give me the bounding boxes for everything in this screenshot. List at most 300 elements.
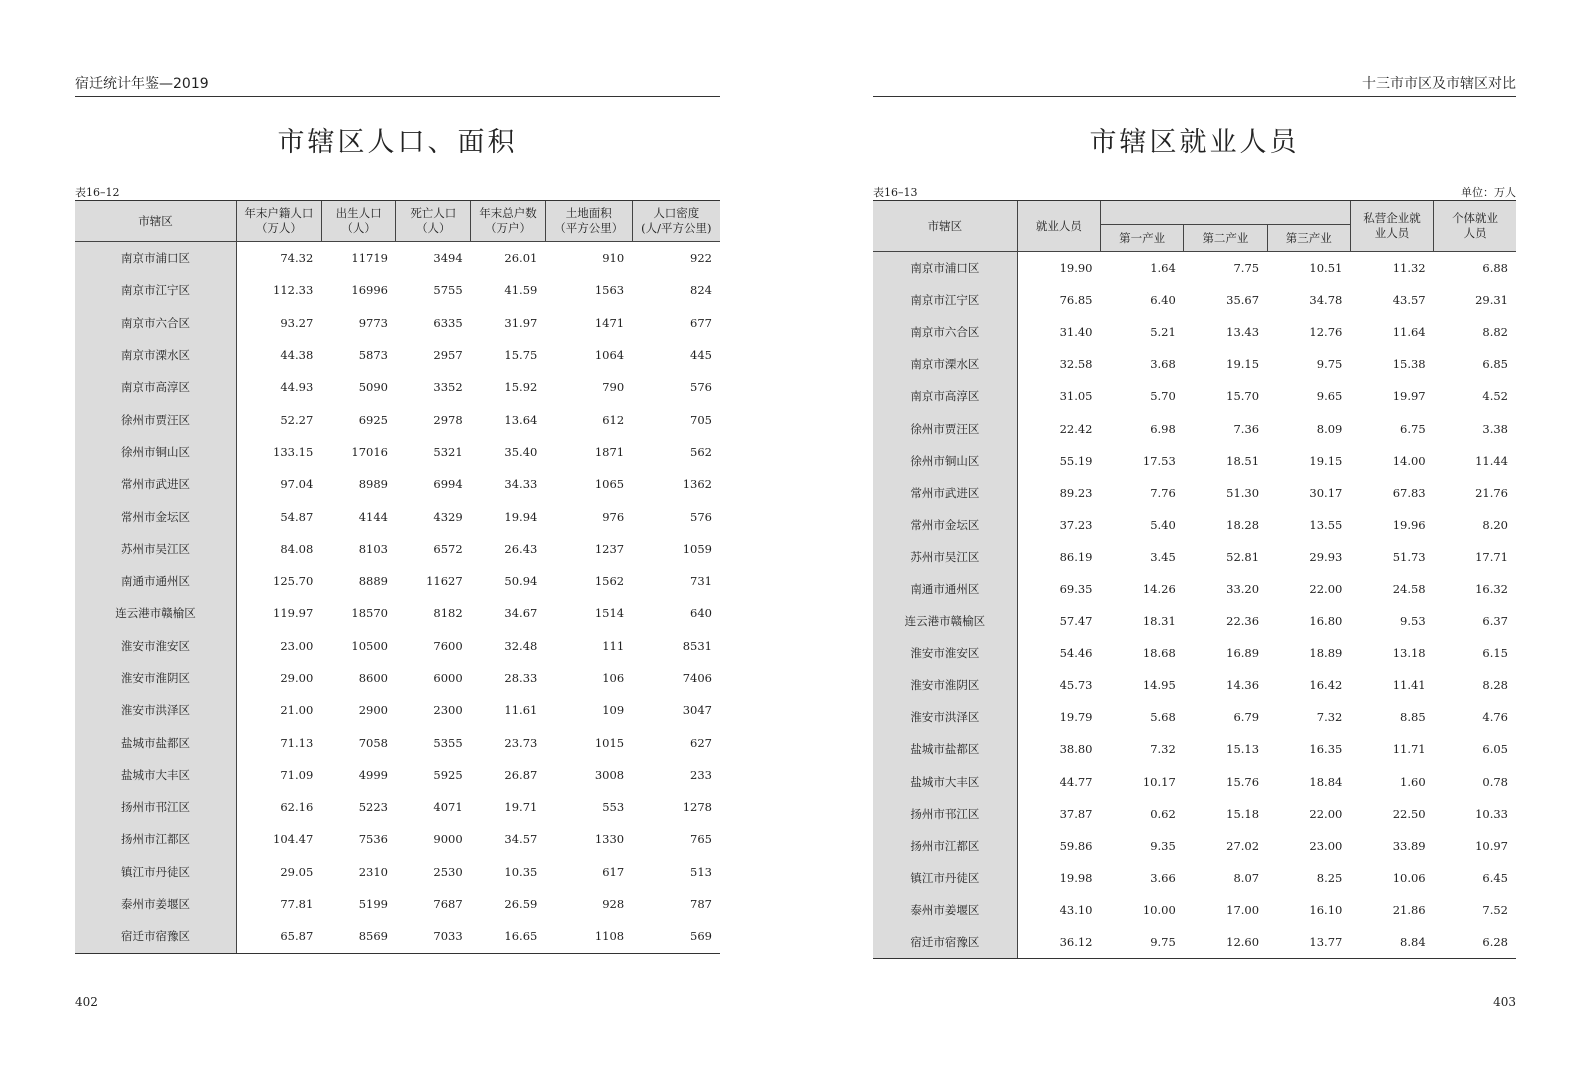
value-cell: 38.80 bbox=[1059, 742, 1093, 757]
value-cell: 28.33 bbox=[504, 671, 538, 685]
district-name-cell: 南京市溧水区 bbox=[873, 348, 1017, 380]
value-cell: 52.81 bbox=[1226, 549, 1260, 564]
value-cell: 7.75 bbox=[1233, 261, 1260, 276]
district-name-cell: 淮安市淮安区 bbox=[873, 637, 1017, 669]
district-name-cell: 徐州市铜山区 bbox=[873, 445, 1017, 477]
value-cell: 67.83 bbox=[1392, 485, 1426, 500]
value-cell: 125.70 bbox=[273, 574, 314, 589]
value-cell: 24.58 bbox=[1392, 581, 1426, 596]
value-cell: 10.00 bbox=[1142, 902, 1176, 917]
value-cell: 29.31 bbox=[1475, 293, 1508, 308]
value-cell: 19.98 bbox=[1059, 870, 1093, 885]
value-cell: 1514 bbox=[594, 606, 625, 621]
value-cell: 8.07 bbox=[1233, 870, 1260, 885]
district-name-cell: 南京市江宁区 bbox=[873, 284, 1017, 316]
value-cell: 5.40 bbox=[1150, 517, 1176, 532]
value-cell: 84.08 bbox=[280, 541, 314, 556]
district-name-cell: 徐州市贾汪区 bbox=[873, 412, 1017, 444]
value-cell: 731 bbox=[690, 574, 712, 589]
value-cell: 13.18 bbox=[1392, 646, 1426, 661]
value-cell: 6.37 bbox=[1482, 614, 1508, 629]
value-cell: 16.89 bbox=[1226, 646, 1260, 661]
value-cell: 21.00 bbox=[280, 703, 314, 718]
table-row bbox=[873, 380, 1516, 412]
right-page bbox=[873, 0, 1516, 1077]
district-name-cell: 常州市武进区 bbox=[873, 477, 1017, 509]
value-cell: 11.44 bbox=[1475, 453, 1508, 468]
district-name-cell: 苏州市吴江区 bbox=[873, 541, 1017, 573]
value-cell: 11.32 bbox=[1392, 261, 1426, 276]
value-cell: 6994 bbox=[433, 477, 463, 492]
value-cell: 41.59 bbox=[504, 283, 538, 298]
value-cell: 9773 bbox=[358, 315, 388, 330]
value-cell: 4.52 bbox=[1482, 389, 1508, 404]
value-cell: 7406 bbox=[682, 671, 712, 685]
table-row bbox=[873, 830, 1516, 862]
page-number: 403 bbox=[1493, 995, 1516, 1009]
column-header: 市辖区 bbox=[75, 201, 237, 242]
value-cell: 4.76 bbox=[1482, 710, 1508, 725]
value-cell: 54.46 bbox=[1059, 646, 1093, 661]
value-cell: 19.79 bbox=[1059, 710, 1093, 725]
value-cell: 12.60 bbox=[1184, 926, 1267, 959]
district-name-cell: 常州市金坛区 bbox=[75, 500, 237, 532]
value-cell: 7058 bbox=[358, 735, 388, 750]
value-cell: 23.73 bbox=[504, 735, 538, 750]
value-cell: 8989 bbox=[358, 477, 388, 492]
value-cell: 54.87 bbox=[280, 509, 314, 524]
table-row bbox=[873, 637, 1516, 669]
district-name-cell: 连云港市赣榆区 bbox=[75, 597, 237, 629]
value-cell: 106 bbox=[602, 671, 625, 685]
value-cell: 7687 bbox=[433, 897, 463, 912]
table-row bbox=[873, 509, 1516, 541]
value-cell: 19.90 bbox=[1059, 261, 1093, 276]
district-name-cell: 徐州市贾汪区 bbox=[75, 403, 237, 435]
value-cell: 11627 bbox=[426, 574, 463, 589]
value-cell: 1064 bbox=[594, 348, 625, 363]
district-name-cell: 南京市浦口区 bbox=[873, 252, 1017, 285]
value-cell: 1562 bbox=[594, 574, 625, 589]
value-cell: 1.60 bbox=[1400, 774, 1426, 789]
value-cell: 6.45 bbox=[1482, 870, 1508, 885]
value-cell: 2300 bbox=[433, 703, 463, 718]
value-cell: 627 bbox=[690, 735, 712, 750]
value-cell: 5925 bbox=[433, 767, 463, 782]
table-row bbox=[873, 862, 1516, 894]
page-title: 市辖区人口、面积 bbox=[277, 127, 518, 158]
value-cell: 14.26 bbox=[1142, 581, 1176, 596]
value-cell: 5.68 bbox=[1150, 710, 1176, 725]
value-cell: 5.70 bbox=[1150, 389, 1176, 404]
value-cell: 6.85 bbox=[1482, 357, 1508, 372]
value-cell: 553 bbox=[602, 800, 625, 815]
value-cell: 119.97 bbox=[273, 606, 314, 621]
table-row bbox=[75, 726, 720, 758]
value-cell: 29.05 bbox=[280, 864, 314, 879]
column-header: 人口密度 (人/平方公里) bbox=[632, 201, 720, 242]
value-cell: 15.13 bbox=[1226, 742, 1260, 757]
district-name-cell: 苏州市吴江区 bbox=[75, 533, 237, 565]
value-cell: 513 bbox=[690, 864, 712, 879]
value-cell: 5355 bbox=[433, 735, 463, 750]
value-cell: 8.82 bbox=[1482, 325, 1508, 340]
value-cell: 922 bbox=[690, 251, 712, 266]
value-cell: 31.97 bbox=[504, 315, 538, 330]
value-cell: 6335 bbox=[433, 315, 463, 330]
value-cell: 2978 bbox=[433, 412, 463, 427]
value-cell: 19.15 bbox=[1309, 453, 1343, 468]
table-row bbox=[873, 477, 1516, 509]
value-cell: 7.32 bbox=[1150, 742, 1176, 757]
table-row bbox=[873, 766, 1516, 798]
value-cell: 77.81 bbox=[280, 897, 314, 912]
value-cell: 27.02 bbox=[1226, 838, 1260, 853]
value-cell: 11.41 bbox=[1392, 678, 1426, 693]
value-cell: 7.32 bbox=[1316, 710, 1343, 725]
value-cell: 3.66 bbox=[1150, 870, 1176, 885]
value-cell: 617 bbox=[602, 864, 625, 879]
value-cell: 18.68 bbox=[1142, 646, 1176, 661]
value-cell: 5.21 bbox=[1150, 325, 1176, 340]
value-cell: 30.17 bbox=[1309, 485, 1343, 500]
value-cell: 3047 bbox=[682, 703, 712, 718]
value-cell: 7600 bbox=[433, 638, 463, 653]
value-cell: 16.35 bbox=[1309, 742, 1343, 757]
value-cell: 824 bbox=[690, 283, 712, 298]
district-name-cell: 淮安市淮阴区 bbox=[873, 669, 1017, 701]
value-cell: 19.96 bbox=[1392, 517, 1426, 532]
value-cell: 44.77 bbox=[1059, 774, 1093, 789]
value-cell: 8.28 bbox=[1482, 678, 1508, 693]
table-row bbox=[75, 403, 720, 435]
value-cell: 37.87 bbox=[1059, 806, 1093, 821]
value-cell: 14.95 bbox=[1142, 678, 1176, 693]
table-row bbox=[75, 565, 720, 597]
value-cell: 34.78 bbox=[1309, 293, 1343, 308]
value-cell: 55.19 bbox=[1059, 453, 1093, 468]
value-cell: 74.32 bbox=[280, 251, 314, 266]
value-cell: 3008 bbox=[594, 767, 625, 782]
value-cell: 13.77 bbox=[1267, 926, 1350, 959]
value-cell: 9000 bbox=[433, 832, 463, 847]
district-name-cell: 泰州市姜堰区 bbox=[873, 894, 1017, 926]
table-row bbox=[873, 316, 1516, 348]
value-cell: 21.76 bbox=[1475, 485, 1508, 500]
value-cell: 1015 bbox=[594, 735, 625, 750]
value-cell: 35.40 bbox=[504, 444, 538, 459]
table-row bbox=[75, 242, 720, 275]
value-cell: 22.36 bbox=[1226, 614, 1260, 629]
value-cell: 18570 bbox=[351, 606, 388, 621]
value-cell: 17.00 bbox=[1226, 902, 1260, 917]
value-cell: 4999 bbox=[358, 767, 388, 782]
table-row bbox=[873, 252, 1516, 285]
value-cell: 8182 bbox=[433, 606, 463, 621]
value-cell: 15.70 bbox=[1226, 389, 1260, 404]
value-cell: 32.48 bbox=[504, 638, 538, 653]
value-cell: 18.89 bbox=[1309, 646, 1343, 661]
table-row bbox=[75, 436, 720, 468]
value-cell: 57.47 bbox=[1059, 614, 1093, 629]
value-cell: 71.13 bbox=[280, 735, 314, 750]
header-individual: 个体就业 人员 bbox=[1434, 201, 1516, 252]
value-cell: 23.00 bbox=[1309, 838, 1343, 853]
table-row bbox=[873, 412, 1516, 444]
table-number: 表16–12 bbox=[75, 186, 120, 199]
district-name-cell: 盐城市大丰区 bbox=[873, 766, 1017, 798]
value-cell: 62.16 bbox=[280, 800, 314, 815]
district-name-cell: 镇江市丹徒区 bbox=[75, 856, 237, 888]
value-cell: 16.10 bbox=[1309, 902, 1343, 917]
value-cell: 10.33 bbox=[1475, 806, 1508, 821]
value-cell: 32.58 bbox=[1059, 357, 1093, 372]
table-row bbox=[75, 533, 720, 565]
value-cell: 89.23 bbox=[1059, 485, 1093, 500]
value-cell: 86.19 bbox=[1059, 549, 1093, 564]
value-cell: 7.36 bbox=[1233, 421, 1260, 436]
value-cell: 26.87 bbox=[504, 767, 538, 782]
value-cell: 16996 bbox=[351, 283, 388, 298]
district-name-cell: 扬州市江都区 bbox=[75, 823, 237, 855]
value-cell: 8569 bbox=[321, 920, 396, 953]
table-row bbox=[75, 630, 720, 662]
value-cell: 44.93 bbox=[280, 380, 314, 395]
value-cell: 14.36 bbox=[1226, 678, 1260, 693]
value-cell: 71.09 bbox=[280, 767, 314, 782]
value-cell: 612 bbox=[602, 412, 625, 427]
value-cell: 1.64 bbox=[1150, 261, 1176, 276]
value-cell: 233 bbox=[690, 767, 712, 782]
district-name-cell: 常州市金坛区 bbox=[873, 509, 1017, 541]
table-row bbox=[75, 662, 720, 694]
value-cell: 2900 bbox=[358, 703, 388, 718]
value-cell: 16.80 bbox=[1309, 614, 1343, 629]
value-cell: 1278 bbox=[682, 800, 712, 815]
table-row bbox=[873, 605, 1516, 637]
value-cell: 11.61 bbox=[504, 703, 538, 718]
district-name-cell: 扬州市江都区 bbox=[873, 830, 1017, 862]
value-cell: 705 bbox=[690, 412, 712, 427]
district-name-cell: 南京市高淳区 bbox=[75, 371, 237, 403]
district-name-cell: 盐城市盐都区 bbox=[873, 733, 1017, 765]
district-name-cell: 常州市武进区 bbox=[75, 468, 237, 500]
value-cell: 8.84 bbox=[1350, 926, 1433, 959]
value-cell: 8600 bbox=[358, 671, 388, 685]
table-row bbox=[75, 468, 720, 500]
district-name-cell: 南京市六合区 bbox=[75, 307, 237, 339]
district-name-cell: 淮安市淮安区 bbox=[75, 630, 237, 662]
value-cell: 9.35 bbox=[1150, 838, 1176, 853]
value-cell: 0.62 bbox=[1150, 806, 1176, 821]
value-cell: 16.65 bbox=[471, 920, 546, 953]
district-name-cell: 淮安市洪泽区 bbox=[75, 694, 237, 726]
value-cell: 15.92 bbox=[504, 380, 538, 395]
value-cell: 9.75 bbox=[1316, 357, 1343, 372]
value-cell: 1237 bbox=[594, 541, 625, 556]
value-cell: 576 bbox=[690, 380, 712, 395]
value-cell: 6000 bbox=[433, 671, 463, 685]
value-cell: 2310 bbox=[358, 864, 388, 879]
value-cell: 677 bbox=[690, 315, 712, 330]
header-secondary: 第二产业 bbox=[1184, 225, 1267, 252]
value-cell: 31.05 bbox=[1059, 389, 1093, 404]
value-cell: 34.57 bbox=[504, 832, 538, 847]
value-cell: 7033 bbox=[396, 920, 471, 953]
value-cell: 10500 bbox=[351, 638, 388, 653]
value-cell: 52.27 bbox=[280, 412, 314, 427]
value-cell: 111 bbox=[602, 638, 625, 653]
value-cell: 19.97 bbox=[1392, 389, 1426, 404]
value-cell: 17.53 bbox=[1142, 453, 1176, 468]
district-name-cell: 南京市高淳区 bbox=[873, 380, 1017, 412]
table-row bbox=[873, 348, 1516, 380]
column-header: 土地面积 （平方公里） bbox=[545, 201, 632, 242]
value-cell: 43.57 bbox=[1392, 293, 1426, 308]
table-row bbox=[873, 701, 1516, 733]
value-cell: 18.28 bbox=[1226, 517, 1260, 532]
value-cell: 26.43 bbox=[504, 541, 538, 556]
value-cell: 29.00 bbox=[280, 671, 314, 685]
value-cell: 13.43 bbox=[1226, 325, 1260, 340]
value-cell: 787 bbox=[690, 897, 712, 912]
value-cell: 4071 bbox=[433, 800, 463, 815]
value-cell: 34.33 bbox=[504, 477, 538, 492]
value-cell: 31.40 bbox=[1059, 325, 1093, 340]
value-cell: 15.75 bbox=[504, 348, 538, 363]
district-name-cell: 盐城市大丰区 bbox=[75, 759, 237, 791]
value-cell: 7536 bbox=[358, 832, 388, 847]
value-cell: 36.12 bbox=[1017, 926, 1100, 959]
value-cell: 97.04 bbox=[280, 477, 314, 492]
value-cell: 10.51 bbox=[1309, 261, 1343, 276]
value-cell: 10.97 bbox=[1475, 838, 1508, 853]
value-cell: 3.68 bbox=[1150, 357, 1176, 372]
value-cell: 562 bbox=[690, 444, 712, 459]
district-name-cell: 南京市六合区 bbox=[873, 316, 1017, 348]
district-name-cell: 淮安市洪泽区 bbox=[873, 701, 1017, 733]
table-number: 表16–13 bbox=[873, 186, 918, 199]
table-row bbox=[873, 573, 1516, 605]
value-cell: 6.98 bbox=[1150, 421, 1176, 436]
table-row bbox=[75, 888, 720, 920]
value-cell: 22.42 bbox=[1059, 421, 1093, 436]
value-cell: 109 bbox=[602, 703, 625, 718]
value-cell: 1362 bbox=[682, 477, 712, 492]
value-cell: 6572 bbox=[433, 541, 463, 556]
header-tertiary: 第三产业 bbox=[1267, 225, 1350, 252]
value-cell: 17.71 bbox=[1475, 549, 1508, 564]
table-row bbox=[75, 856, 720, 888]
value-cell: 5755 bbox=[433, 283, 463, 298]
value-cell: 15.38 bbox=[1392, 357, 1426, 372]
value-cell: 7.52 bbox=[1482, 902, 1508, 917]
column-header: 年末总户数 （万户） bbox=[471, 201, 546, 242]
header-employed: 就业人员 bbox=[1017, 201, 1100, 252]
running-head: 宿迁统计年鉴—2019 bbox=[75, 76, 720, 97]
value-cell: 1108 bbox=[545, 920, 632, 953]
district-name-cell: 泰州市姜堰区 bbox=[75, 888, 237, 920]
value-cell: 51.73 bbox=[1392, 549, 1426, 564]
value-cell: 22.00 bbox=[1309, 806, 1343, 821]
value-cell: 569 bbox=[632, 920, 720, 953]
table-row bbox=[873, 926, 1516, 959]
value-cell: 4144 bbox=[358, 509, 388, 524]
value-cell: 976 bbox=[602, 509, 625, 524]
table-row bbox=[873, 798, 1516, 830]
value-cell: 6.15 bbox=[1482, 646, 1508, 661]
value-cell: 15.76 bbox=[1226, 774, 1260, 789]
value-cell: 13.64 bbox=[504, 412, 538, 427]
value-cell: 1059 bbox=[682, 541, 712, 556]
district-name-cell: 南通市通州区 bbox=[75, 565, 237, 597]
value-cell: 19.15 bbox=[1226, 357, 1260, 372]
value-cell: 0.78 bbox=[1482, 774, 1508, 789]
table-row bbox=[75, 339, 720, 371]
value-cell: 45.73 bbox=[1059, 678, 1093, 693]
value-cell: 112.33 bbox=[273, 283, 314, 298]
value-cell: 9.75 bbox=[1101, 926, 1184, 959]
population-area-table bbox=[75, 200, 720, 954]
value-cell: 3494 bbox=[433, 251, 463, 266]
value-cell: 928 bbox=[602, 897, 625, 912]
value-cell: 640 bbox=[690, 606, 712, 621]
value-cell: 5321 bbox=[433, 444, 463, 459]
column-header: 年末户籍人口 （万人） bbox=[237, 201, 322, 242]
value-cell: 15.18 bbox=[1226, 806, 1260, 821]
value-cell: 8.85 bbox=[1400, 710, 1426, 725]
value-cell: 50.94 bbox=[504, 574, 538, 589]
page-title: 市辖区就业人员 bbox=[1089, 127, 1300, 158]
district-name-cell: 扬州市邗江区 bbox=[75, 791, 237, 823]
value-cell: 8889 bbox=[358, 574, 388, 589]
district-name-cell: 南京市浦口区 bbox=[75, 242, 237, 275]
value-cell: 33.20 bbox=[1226, 581, 1260, 596]
value-cell: 5090 bbox=[358, 380, 388, 395]
value-cell: 17016 bbox=[351, 444, 388, 459]
value-cell: 7.76 bbox=[1150, 485, 1176, 500]
value-cell: 133.15 bbox=[273, 444, 314, 459]
running-head: 十三市市区及市辖区对比 bbox=[873, 76, 1516, 97]
header-primary: 第一产业 bbox=[1101, 225, 1184, 252]
table-row bbox=[873, 541, 1516, 573]
district-name-cell: 南通市通州区 bbox=[873, 573, 1017, 605]
value-cell: 6.28 bbox=[1434, 926, 1516, 959]
value-cell: 35.67 bbox=[1226, 293, 1260, 308]
value-cell: 22.50 bbox=[1392, 806, 1426, 821]
value-cell: 37.23 bbox=[1059, 517, 1093, 532]
district-name-cell: 扬州市邗江区 bbox=[873, 798, 1017, 830]
value-cell: 44.38 bbox=[280, 348, 314, 363]
value-cell: 12.76 bbox=[1309, 325, 1343, 340]
value-cell: 4329 bbox=[433, 509, 463, 524]
value-cell: 6.40 bbox=[1150, 293, 1176, 308]
value-cell: 5199 bbox=[358, 897, 388, 912]
table-row bbox=[75, 823, 720, 855]
value-cell: 29.93 bbox=[1309, 549, 1343, 564]
value-cell: 93.27 bbox=[280, 315, 314, 330]
district-name-cell: 盐城市盐都区 bbox=[75, 726, 237, 758]
table-row bbox=[75, 791, 720, 823]
table-row bbox=[873, 284, 1516, 316]
value-cell: 18.84 bbox=[1309, 774, 1343, 789]
district-name-cell: 淮安市淮阴区 bbox=[75, 662, 237, 694]
value-cell: 3.38 bbox=[1482, 421, 1508, 436]
value-cell: 11.64 bbox=[1392, 325, 1426, 340]
table-row bbox=[75, 307, 720, 339]
value-cell: 51.30 bbox=[1226, 485, 1260, 500]
value-cell: 10.17 bbox=[1142, 774, 1176, 789]
